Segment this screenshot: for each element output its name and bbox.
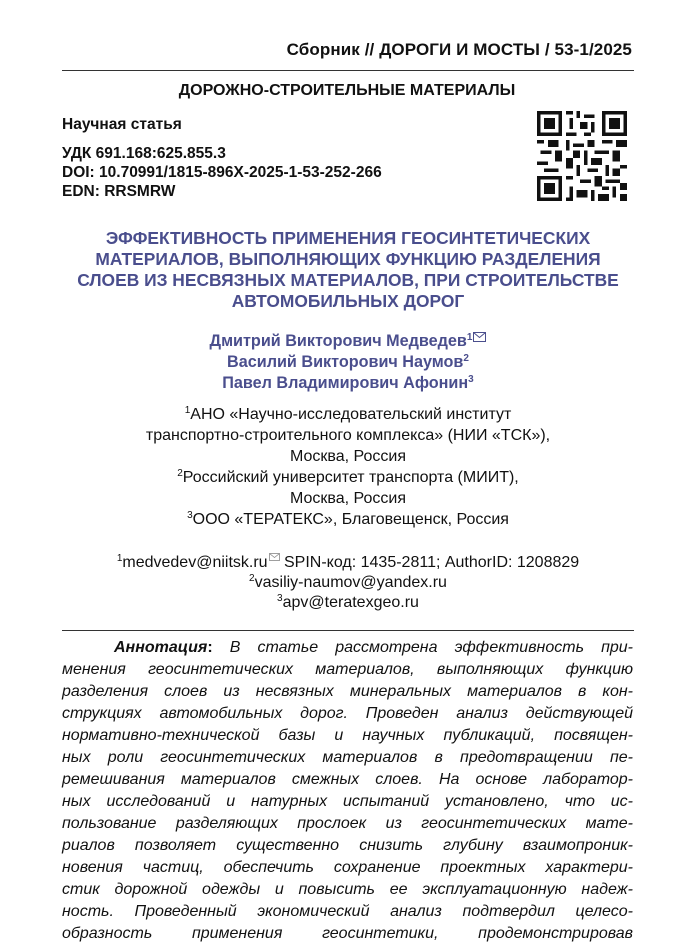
article-identifiers xyxy=(62,144,382,201)
section-rubric: ДОРОЖНО-СТРОИТЕЛЬНЫЕ МАТЕРИАЛЫ xyxy=(178,82,516,99)
author-affiliation-index: 1 xyxy=(466,332,473,343)
title-line: СЛОЕВ ИЗ НЕСВЯЗНЫХ МАТЕРИАЛОВ, ПРИ СТРОИТЕЛЬСТВЕ xyxy=(77,270,619,290)
abstract-line: ремешивания материалов смежных слоев. На основе лаборатор- xyxy=(62,771,633,788)
affiliation-text: Российский университет транспорта (МИИТ), xyxy=(182,469,519,486)
author-3 xyxy=(62,373,634,394)
author-identifiers: SPIN-код: 1435-2811; AuthorID: 1208829 xyxy=(279,554,580,571)
affiliation-1-cont: транспортно-строительного комплекса» (НИИ «ТСК»), xyxy=(145,427,551,444)
contact-index: 1 xyxy=(116,553,123,564)
title-line: ЭФФЕКТИВНОСТЬ ПРИМЕНЕНИЯ ГЕОСИНТЕТИЧЕСКИХ xyxy=(105,228,591,248)
affiliations xyxy=(62,404,634,530)
author-name: Павел Владимирович Афонин xyxy=(222,374,469,392)
title-line: МАТЕРИАЛОВ, ВЫПОЛНЯЮЩИХ ФУНКЦИЮ РАЗДЕЛЕНИЯ xyxy=(95,249,601,269)
affiliation-text: ООО «ТЕРАТЕКС», Благовещенск, Россия xyxy=(192,511,509,528)
author-affiliation-index: 2 xyxy=(463,353,469,364)
email-link[interactable]: medvedev@niitsk.ru xyxy=(122,554,268,571)
abstract-line: Аннотация: В статье рассмотрена эффективность при- xyxy=(114,639,633,656)
author-name: Дмитрий Викторович Медведев xyxy=(209,332,467,350)
author-list xyxy=(62,331,634,394)
abstract-line: менения геосинтетических материалов, выполняющих функцию xyxy=(62,661,633,678)
affiliation-1-city: Москва, Россия xyxy=(290,448,406,465)
abstract-line: образность применения геосинтетики, продемонстрировав xyxy=(62,925,633,942)
contact-list xyxy=(62,553,634,613)
abstract-line: нормативно-технической базы и научных публикаций, посвящен- xyxy=(62,727,633,744)
affiliation-3 xyxy=(62,509,634,530)
abstract-line: ных исследований и натурных испытаний установлено, что ис- xyxy=(62,793,633,810)
article-title xyxy=(62,228,634,312)
abstract-label: Аннотация: xyxy=(114,639,213,656)
running-header: Сборник // ДОРОГИ И МОСТЫ / 53-1/2025 xyxy=(286,40,632,59)
qr-code-icon xyxy=(537,111,627,201)
abstract-line: ность. Проведенный экономический анализ подтвердил целесо- xyxy=(62,903,633,920)
affiliation-text: АНО «Научно-исследовательский институт xyxy=(190,406,512,423)
header-rule xyxy=(62,70,634,71)
email-link[interactable]: apv@teratexgeo.ru xyxy=(282,594,419,611)
abstract-line: пользование разделяющих прослоек из геосинтетических мате- xyxy=(62,815,633,832)
email-link[interactable]: vasiliy-naumov@yandex.ru xyxy=(254,574,447,591)
affiliation-2 xyxy=(62,467,634,488)
abstract-rule xyxy=(62,630,634,631)
affiliation-index: 3 xyxy=(187,510,193,521)
contact-2 xyxy=(62,573,634,593)
title-line: АВТОМОБИЛЬНЫХ ДОРОГ xyxy=(231,291,465,311)
abstract-line: новения частиц, обеспечить сохранение проектных характери- xyxy=(62,859,633,876)
abstract-line: разделения слоев из несвязных минеральных материалов в кон- xyxy=(62,683,633,700)
envelope-icon xyxy=(269,553,280,561)
article-type: Научная статья xyxy=(62,116,182,133)
abstract-line: стик дорожной одежды и повысить ее эксплуатационную надеж- xyxy=(62,881,633,898)
contact-1 xyxy=(62,553,634,573)
abstract-line: риалов позволяет существенно снизить глубину взаимопроник- xyxy=(62,837,633,854)
author-2 xyxy=(62,352,634,373)
contact-index: 3 xyxy=(277,593,283,604)
affiliation-index: 1 xyxy=(184,405,191,416)
author-1 xyxy=(62,331,634,352)
udc-code: УДК 691.168:625.855.3 xyxy=(62,145,226,162)
abstract-line: струкциях автомобильных дорог. Проведен анализ действующей xyxy=(62,705,633,722)
envelope-icon xyxy=(473,332,486,342)
affiliation-index: 2 xyxy=(177,468,183,479)
author-affiliation-index: 3 xyxy=(468,374,474,385)
edn-code: EDN: RRSMRW xyxy=(62,183,176,200)
contact-index: 2 xyxy=(249,573,255,584)
contact-3 xyxy=(62,593,634,613)
doi-code: DOI: 10.70991/1815-896X-2025-1-53-252-266 xyxy=(62,164,382,181)
affiliation-1 xyxy=(62,404,634,425)
affiliation-2-city: Москва, Россия xyxy=(290,490,406,507)
abstract xyxy=(62,637,633,945)
author-name: Василий Викторович Наумов xyxy=(227,353,464,371)
abstract-line: ных роли геосинтетических материалов в предотвращении пе- xyxy=(62,749,633,766)
